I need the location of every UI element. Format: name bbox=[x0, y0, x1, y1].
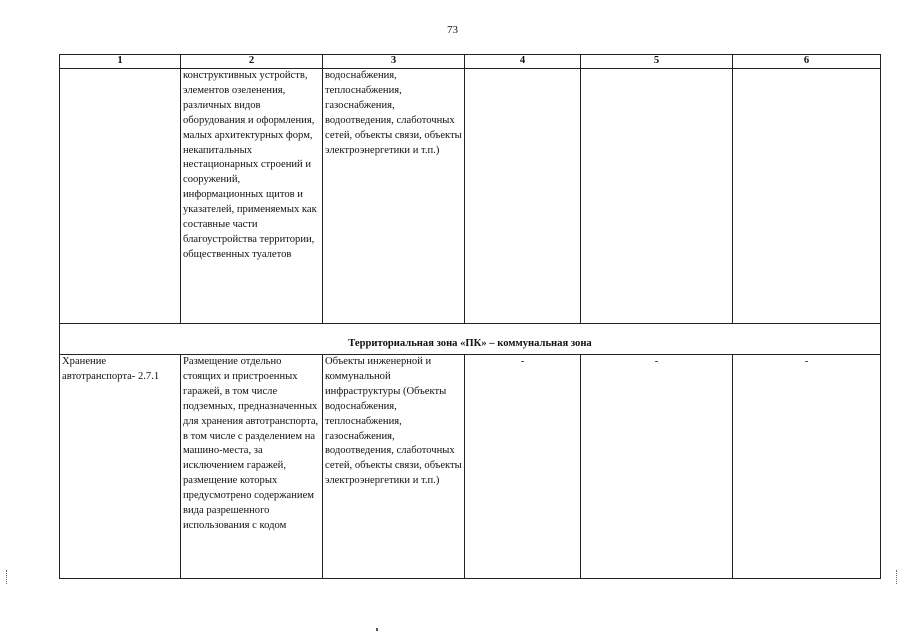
header-row bbox=[60, 55, 881, 69]
header-col-1: 1 bbox=[60, 55, 181, 69]
page-number: 73 bbox=[447, 24, 458, 36]
table-row-continued bbox=[60, 69, 881, 324]
table-row bbox=[60, 355, 881, 579]
cell-use-description: Размещение отдельно стоящих и пристроенных гаражей, в том числе подземных, предназначенных для хранения автотранспорта, в том числе с разделением на машино-места, за исключением гаражей, размещение которых предусмотрено содержанием вида разрешенного использования с кодом bbox=[181, 355, 323, 579]
cell-col-5: - bbox=[581, 355, 733, 579]
cell-use-name bbox=[60, 69, 181, 324]
left-margin-mark bbox=[6, 570, 10, 584]
cell-col-5 bbox=[581, 69, 733, 324]
cell-col-6 bbox=[733, 69, 881, 324]
zone-title: Территориальная зона «ПК» – коммунальная зона bbox=[60, 324, 881, 355]
header-col-6: 6 bbox=[733, 55, 881, 69]
cell-col-6: - bbox=[733, 355, 881, 579]
header-col-4: 4 bbox=[465, 55, 581, 69]
cell-use-name: Хранение автотранспорта- 2.7.1 bbox=[60, 355, 181, 579]
right-margin-mark bbox=[896, 570, 900, 584]
header-col-3: 3 bbox=[323, 55, 465, 69]
cell-col-4: - bbox=[465, 355, 581, 579]
cell-auxiliary-uses: Объекты инженерной и коммунальной инфраструктуры (Объекты водоснабжения, теплоснабжения, газоснабжения, водоотведения, слаботочных сетей, объекты связи, объекты электроэнергетики и т.п.) bbox=[323, 355, 465, 579]
cell-auxiliary-uses: водоснабжения, теплоснабжения, газоснабжения, водоотведения, слаботочных сетей, объекты связи, объекты электроэнергетики и т.п.) bbox=[323, 69, 465, 324]
header-col-2: 2 bbox=[181, 55, 323, 69]
cell-use-description: конструктивных устройств, элементов озеленения, различных видов оборудования и оформления, малых архитектурных форм, некапитальных нестационарных строений и сооружений, информационных щитов и указателей, применяемых как составные части благоустройства территории, общественных туалетов bbox=[181, 69, 323, 324]
zone-title-row bbox=[60, 324, 881, 355]
scan-mark bbox=[376, 628, 378, 631]
cell-col-4 bbox=[465, 69, 581, 324]
regulations-table bbox=[59, 54, 881, 579]
header-col-5: 5 bbox=[581, 55, 733, 69]
